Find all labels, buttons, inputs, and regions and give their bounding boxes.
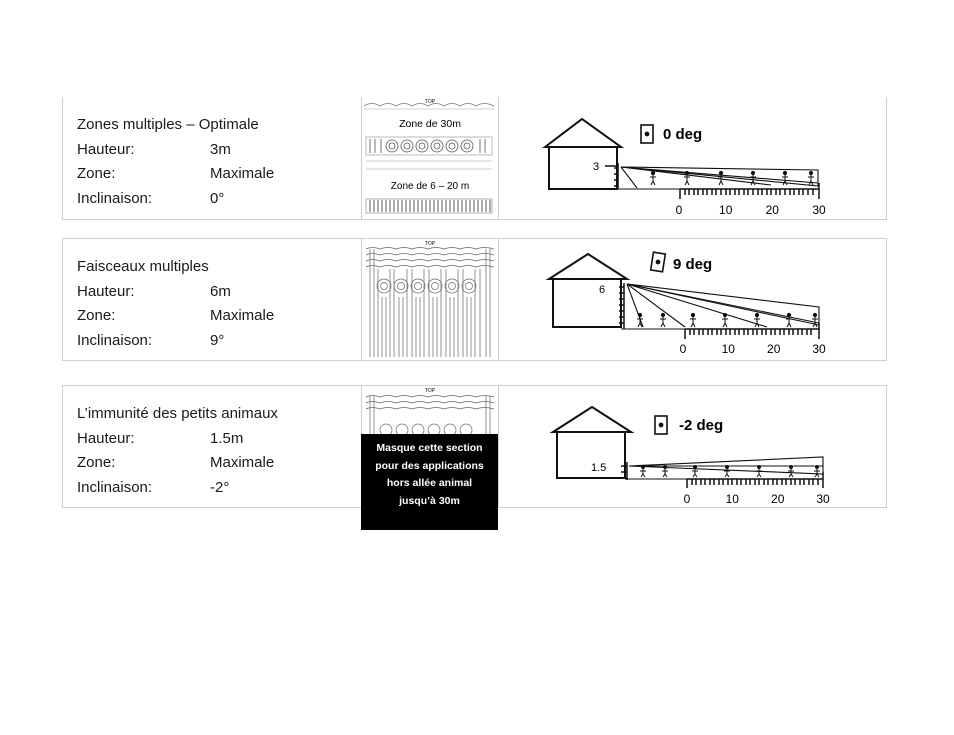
pattern-zone-near — [366, 199, 492, 213]
height-value: 6m — [210, 282, 231, 300]
height-value: 1.5m — [210, 429, 244, 447]
row-title: L’immunité des petits animaux — [77, 405, 278, 422]
tilt-degree-label: 0 deg — [663, 126, 703, 143]
axis-tick-0: 0 — [679, 342, 687, 356]
row-multi-beam — [62, 238, 887, 361]
zone-value: Maximale — [210, 165, 275, 182]
axis-tick-30: 30 — [812, 342, 826, 356]
house-icon — [545, 119, 621, 189]
distance-ruler — [621, 323, 819, 339]
sensor-icon — [651, 252, 666, 272]
detection-beams — [627, 284, 819, 327]
tilt-label: Inclinaison: — [77, 331, 153, 349]
distance-ruler — [615, 183, 819, 199]
row-title: Faisceaux multiples — [77, 258, 209, 275]
tilt-value: 0° — [210, 189, 225, 207]
pattern-fan — [366, 248, 494, 358]
axis-tick-20: 20 — [767, 342, 781, 356]
pattern-top-label: TOP — [424, 388, 436, 394]
zone-label: Zone: — [77, 165, 116, 182]
zone-label: Zone: — [77, 454, 116, 471]
zone-value: Maximale — [210, 454, 275, 471]
side-view-diagram — [535, 97, 835, 224]
spec-text — [77, 113, 274, 211]
detection-pattern-top-view — [361, 97, 499, 219]
mount-height-label: 6 — [599, 284, 606, 296]
sensor-icon — [641, 125, 653, 143]
axis-tick-20: 20 — [771, 492, 785, 506]
axis-tick-30: 30 — [816, 492, 830, 506]
tilt-value: -2° — [210, 478, 230, 496]
tilt-value: 9° — [210, 331, 225, 349]
zone-value: Maximale — [210, 307, 275, 324]
tilt-degree-label: -2 deg — [679, 417, 724, 434]
tilt-label: Inclinaison: — [77, 478, 153, 496]
pattern-zone-far-label: Zone de 30m — [399, 118, 461, 130]
axis-tick-20: 20 — [765, 203, 779, 217]
pattern-top-label: TOP — [424, 241, 436, 247]
distance-ruler — [625, 472, 823, 488]
spec-text — [77, 402, 278, 500]
axis-tick-10: 10 — [719, 203, 733, 217]
mask-note-box: Masque cette section pour des applications hors allée animal jusqu’à 30m — [361, 434, 498, 530]
mount-height-label: 3 — [593, 161, 600, 173]
axis-tick-10: 10 — [725, 492, 739, 506]
height-value: 3m — [210, 140, 231, 158]
spec-text — [77, 255, 274, 353]
side-view-diagram — [535, 239, 835, 365]
pattern-zone-mid — [366, 137, 492, 169]
sensor-icon — [655, 416, 667, 434]
height-label: Hauteur: — [77, 429, 135, 447]
tilt-label: Inclinaison: — [77, 189, 153, 207]
pattern-zone-near-label: Zone de 6 – 20 m — [390, 181, 470, 192]
height-label: Hauteur: — [77, 140, 135, 158]
house-icon — [549, 254, 627, 327]
height-label: Hauteur: — [77, 282, 135, 300]
axis-tick-30: 30 — [812, 203, 826, 217]
tilt-degree-label: 9 deg — [673, 256, 713, 273]
axis-tick-0: 0 — [675, 203, 683, 217]
zone-label: Zone: — [77, 307, 116, 324]
mount-height-label: 1.5 — [591, 462, 607, 474]
side-view-diagram — [535, 386, 835, 512]
axis-tick-10: 10 — [721, 342, 735, 356]
detection-pattern-top-view — [361, 239, 499, 360]
pattern-fan — [366, 396, 494, 437]
row-multi-zone-optimal — [62, 97, 887, 220]
axis-tick-0: 0 — [683, 492, 691, 506]
row-title: Zones multiples – Optimale — [77, 116, 259, 133]
pattern-top-label: TOP — [424, 99, 436, 105]
